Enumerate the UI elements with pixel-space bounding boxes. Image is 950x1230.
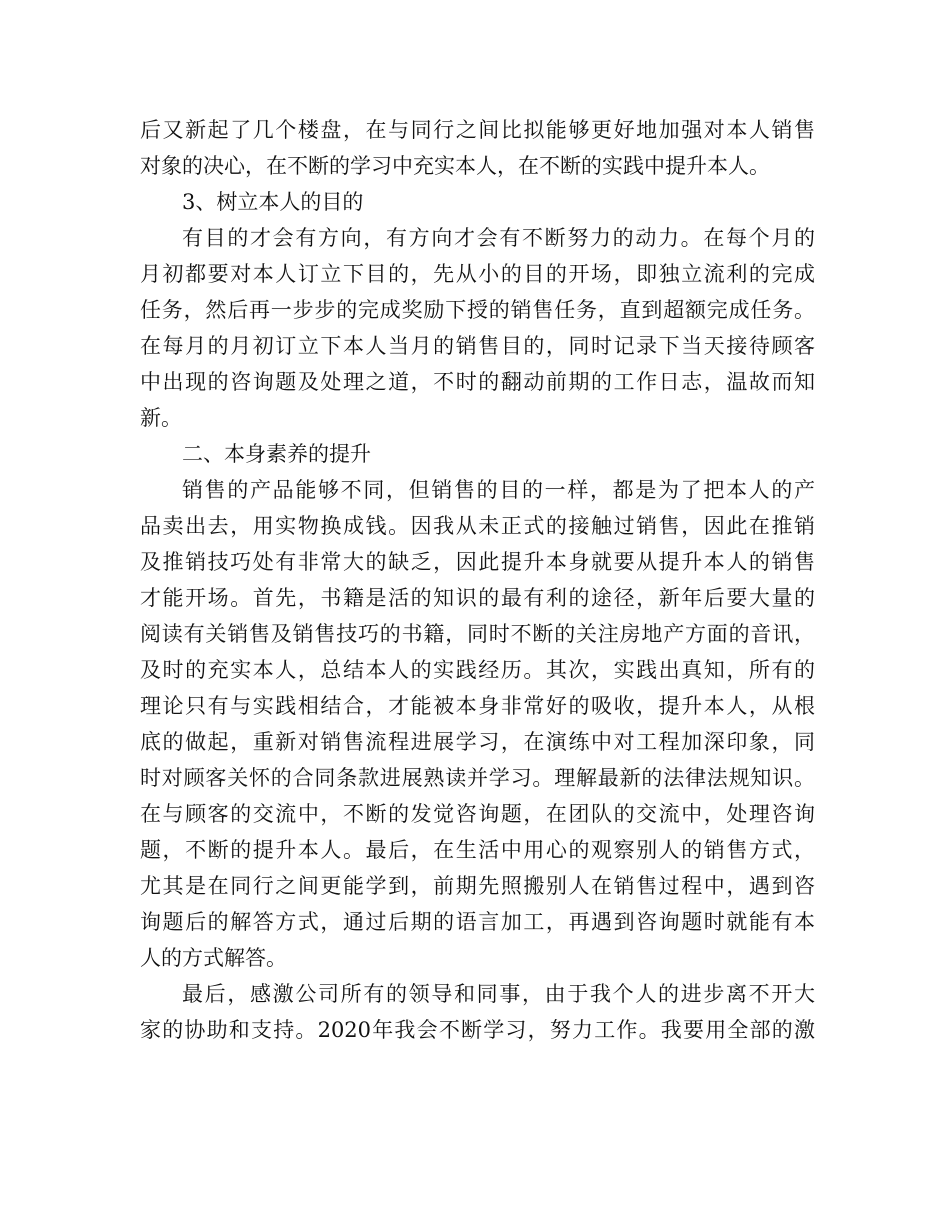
text-line: 任务，然后再一步步的完成奖励下授的销售任务，直到超额完成任务。: [140, 298, 815, 322]
section-heading: 3、树立本人的目的: [182, 190, 364, 214]
text-line: 才能开场。首先，书籍是活的知识的最有利的途径，新年后要大量的: [140, 586, 815, 610]
text-line: 有目的才会有方向，有方向才会有不断努力的动力。在每个月的: [182, 226, 815, 250]
text-line: 底的做起，重新对销售流程进展学习，在演练中对工程加深印象，同: [140, 730, 815, 754]
text-line: 中出现的咨询题及处理之道，不时的翻动前期的工作日志，温故而知: [140, 370, 815, 394]
text-line: 及时的充实本人，总结本人的实践经历。其次，实践出真知，所有的: [140, 658, 815, 682]
text-line: 家的协助和支持。2020年我会不断学习，努力工作。我要用全部的激: [140, 1018, 815, 1042]
text-line: 时对顾客关怀的合同条款进展熟读并学习。理解最新的法律法规知识。: [140, 766, 815, 790]
text-line: 月初都要对本人订立下目的，先从小的目的开场，即独立流利的完成: [140, 262, 815, 286]
section-heading: 二、本身素养的提升: [182, 442, 371, 466]
text-line: 对象的决心，在不断的学习中充实本人，在不断的实践中提升本人。: [140, 154, 770, 178]
text-line: 品卖出去，用实物换成钱。因我从未正式的接触过销售，因此在推销: [140, 514, 815, 538]
text-line: 最后，感激公司所有的领导和同事，由于我个人的进步离不开大: [182, 982, 815, 1006]
text-line: 新。: [140, 406, 182, 430]
text-line: 后又新起了几个楼盘，在与同行之间比拟能够更好地加强对本人销售: [140, 118, 815, 142]
text-line: 阅读有关销售及销售技巧的书籍，同时不断的关注房地产方面的音讯，: [140, 622, 815, 646]
text-line: 及推销技巧处有非常大的缺乏，因此提升本身就要从提升本人的销售: [140, 550, 815, 574]
text-line: 人的方式解答。: [140, 946, 287, 970]
text-line: 理论只有与实践相结合，才能被本身非常好的吸收，提升本人，从根: [140, 694, 815, 718]
document-body: [140, 112, 815, 1048]
text-line: 销售的产品能够不同，但销售的目的一样，都是为了把本人的产: [182, 478, 815, 502]
text-line: 询题后的解答方式，通过后期的语言加工，再遇到咨询题时就能有本: [140, 910, 815, 934]
text-line: 在与顾客的交流中，不断的发觉咨询题，在团队的交流中，处理咨询: [140, 802, 815, 826]
text-line: 在每月的月初订立下本人当月的销售目的，同时记录下当天接待顾客: [140, 334, 815, 358]
text-line: 尤其是在同行之间更能学到，前期先照搬别人在销售过程中，遇到咨: [140, 874, 815, 898]
text-line: 题，不断的提升本人。最后，在生活中用心的观察别人的销售方式，: [140, 838, 815, 862]
